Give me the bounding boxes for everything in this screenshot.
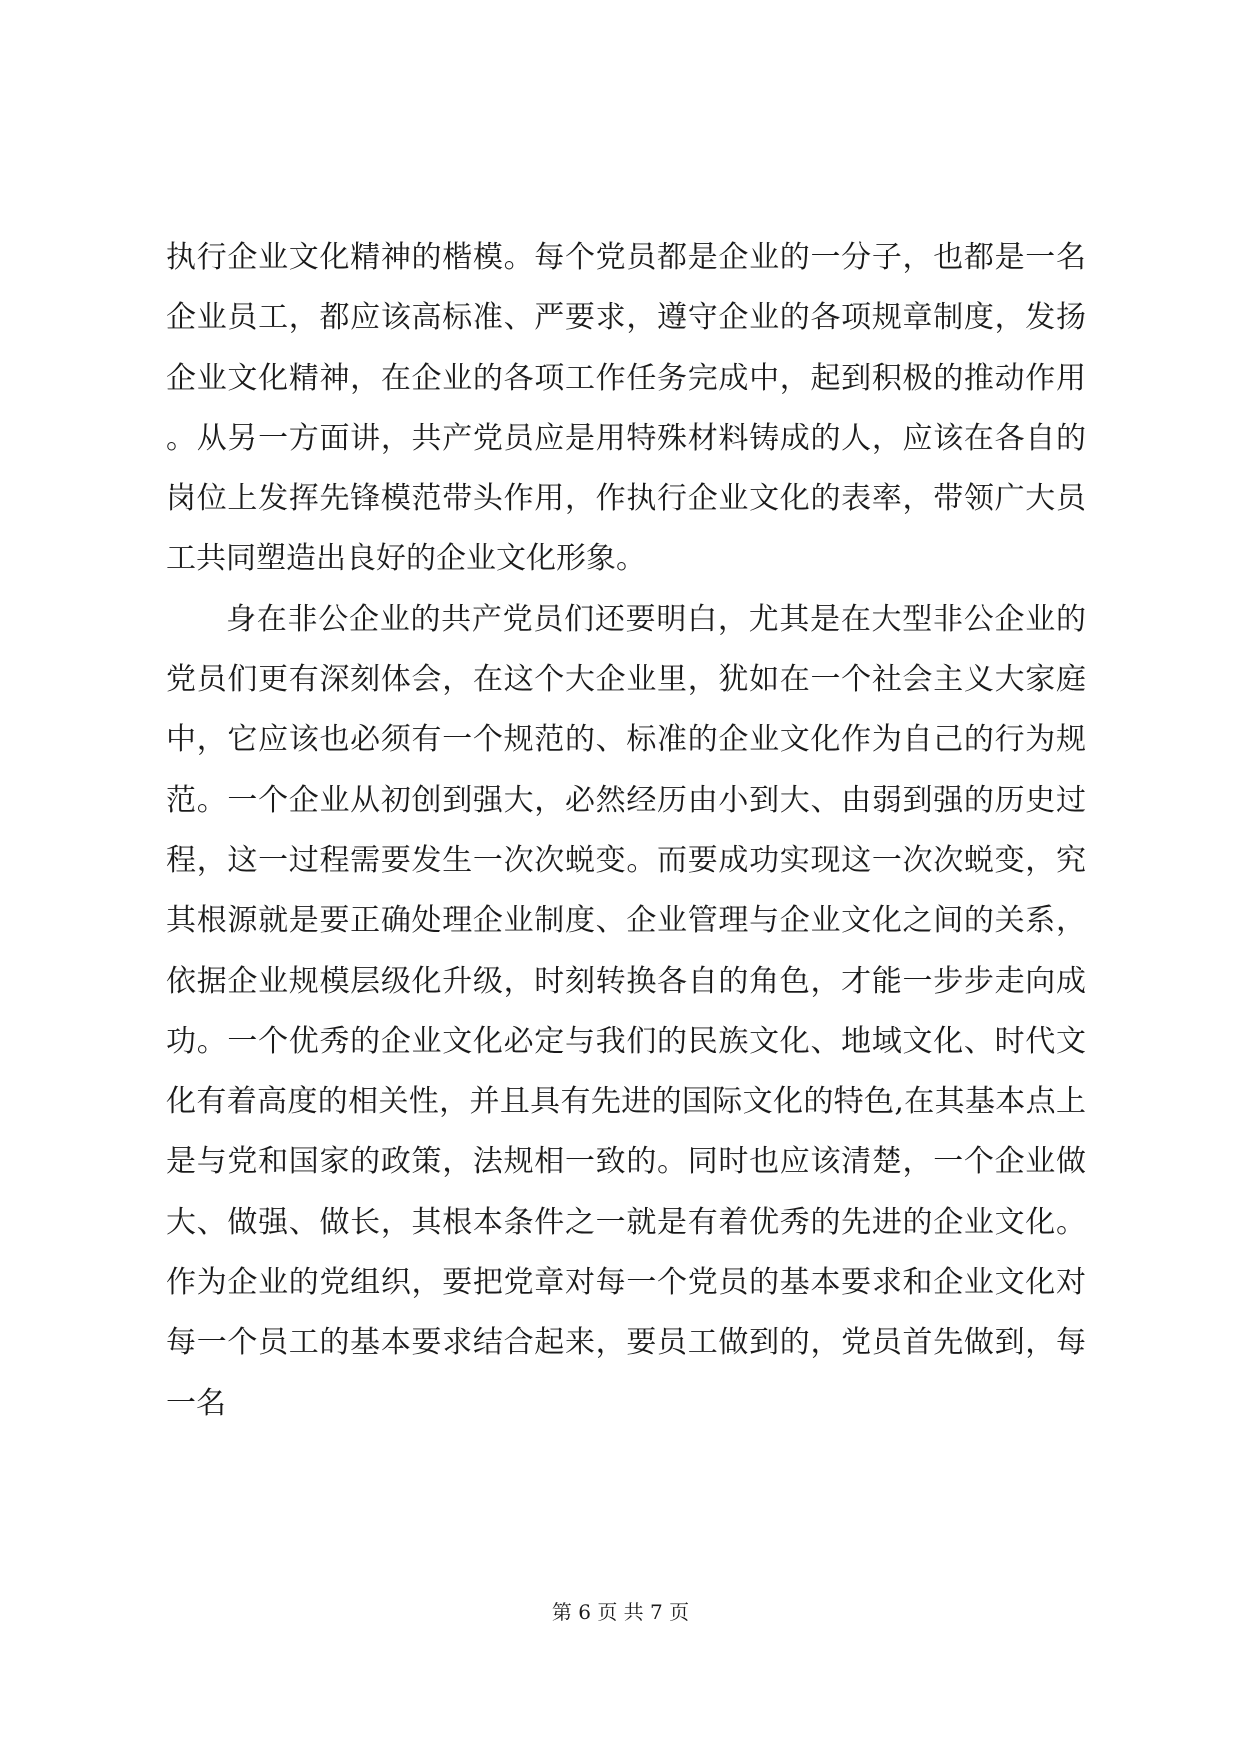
- paragraph-party-members: 身在非公企业的共产党员们还要明白，尤其是在大型非公企业的党员们更有深刻体会，在这个大企业里，犹如在一个社会主义大家庭中，它应该也必须有一个规范的、标准的企业文化作为自己的行为规范。一个企业从初创到强大，必然经历由小到大、由弱到强的历史过程，这一过程需要发生一次次蜕变。而要成功实现这一次次蜕变，究其根源就是要正确处理企业制度、企业管理与企业文化之间的关系，依据企业规模层级化升级，时刻转换各自的角色，才能一步步走向成功。一个优秀的企业文化必定与我们的民族文化、地域文化、时代文化有着高度的相关性，并且具有先进的国际文化的特色,在其基本点上是与党和国家的政策，法规相一致的。同时也应该清楚，一个企业做大、做强、做长，其根本条件之一就是有着优秀的先进的企业文化。作为企业的党组织，要把党章对每一个党员的基本要求和企业文化对每一个员工的基本要求结合起来，要员工做到的，党员首先做到，每一名: [166, 601, 1086, 1421]
- document-body: [166, 228, 1086, 1434]
- page-number-footer: 第 6 页 共 7 页: [551, 1600, 690, 1624]
- paragraph-continued: 执行企业文化精神的楷模。每个党员都是企业的一分子，也都是一名企业员工，都应该高标准、严要求，遵守企业的各项规章制度，发扬企业文化精神，在企业的各项工作任务完成中，起到积极的推动作用。从另一方面讲，共产党员应是用特殊材料铸成的人，应该在各自的岗位上发挥先锋模范带头作用，作执行企业文化的表率，带领广大员工共同塑造出良好的企业文化形象。: [166, 240, 1086, 577]
